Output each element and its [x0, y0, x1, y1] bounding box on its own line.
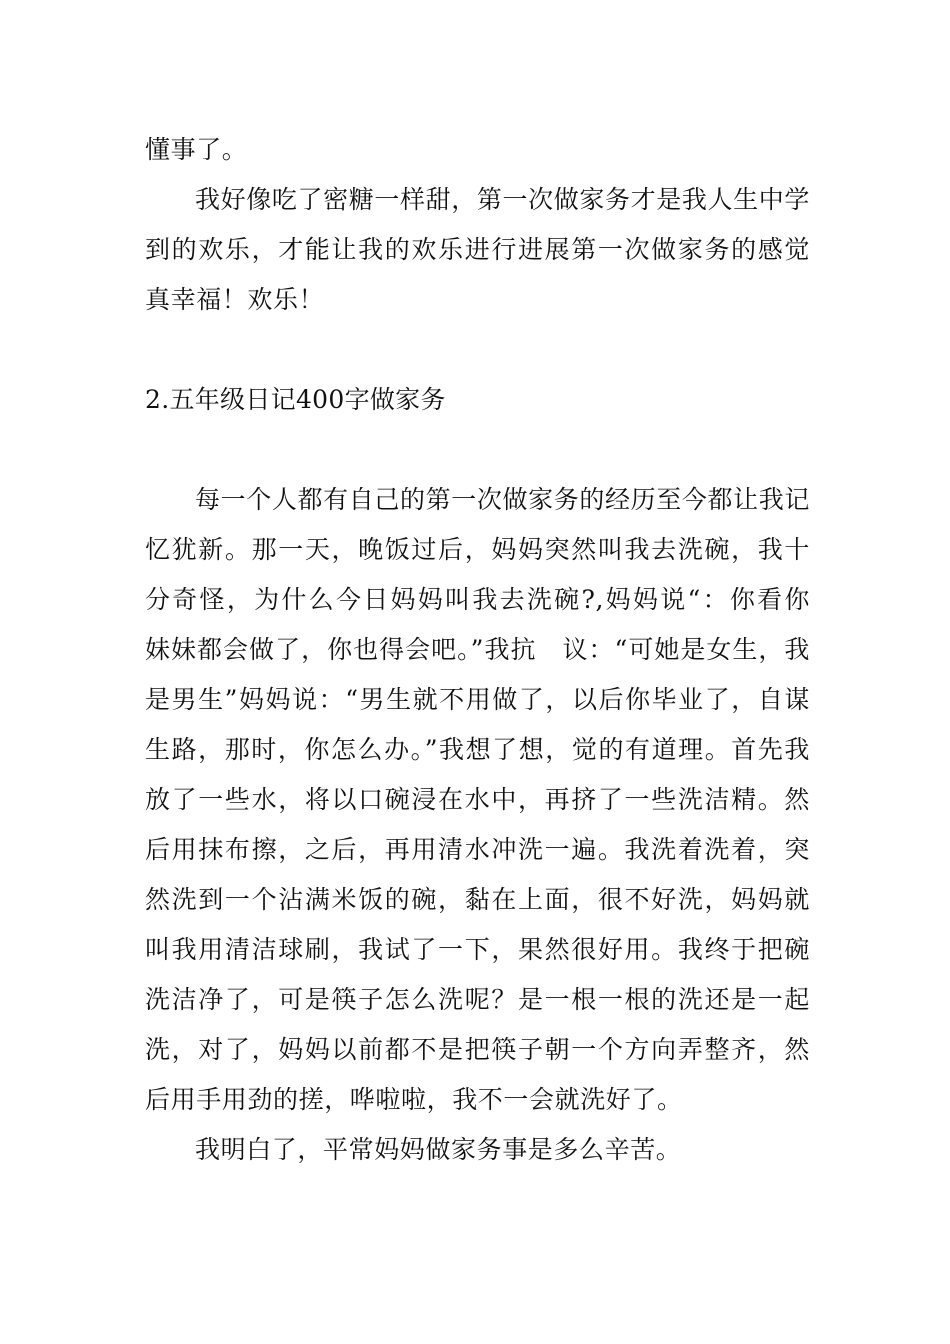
section-heading: 2.五年级日记400字做家务 — [145, 385, 446, 414]
paragraph-story: 每一个人都有自己的第一次做家务的经历至今都让我记忆犹新。那一天，晚饭过后，妈妈突然叫我去洗碗，我十分奇怪，为什么今日妈妈叫我去洗碗?,妈妈说“：你看你 妹妹都会做了，你也得会吧。”我抗 议：“可她是女生，我是男生”妈妈说：“男生就不用做了，以后你毕业了，自谋生路，那时，你怎么办。”我想了想，觉的有道理。首先我放了一些水，将以口碗浸在水中，再挤了一些洗洁精。然后用抹布擦，之后，再用清水冲洗一遍。我洗着洗着，突然洗到一个沾满米饭的碗，黏在上面，很不好洗，妈妈就叫我用清洁球刷，我试了一下，果然很好用。我终于把碗洗洁净了，可是筷子怎么洗呢？是一根一根的洗还是一起洗，对了，妈妈以前都不是把筷子朝一个方向弄整齐，然后用手用劲的搓，哗啦啦，我不一会就洗好了。 — [145, 485, 836, 1114]
paragraph-conclusion: 我好像吃了密糖一样甜，第一次做家务才是我人生中学到的欢乐，才能让我的欢乐进行进展第一次做家务的感觉真幸福！欢乐！ — [145, 185, 810, 314]
paragraph-continuation: 懂事了。 — [145, 135, 248, 164]
paragraph-ending: 我明白了，平常妈妈做家务事是多么辛苦。 — [195, 1135, 682, 1164]
document-page — [145, 0, 836, 1344]
